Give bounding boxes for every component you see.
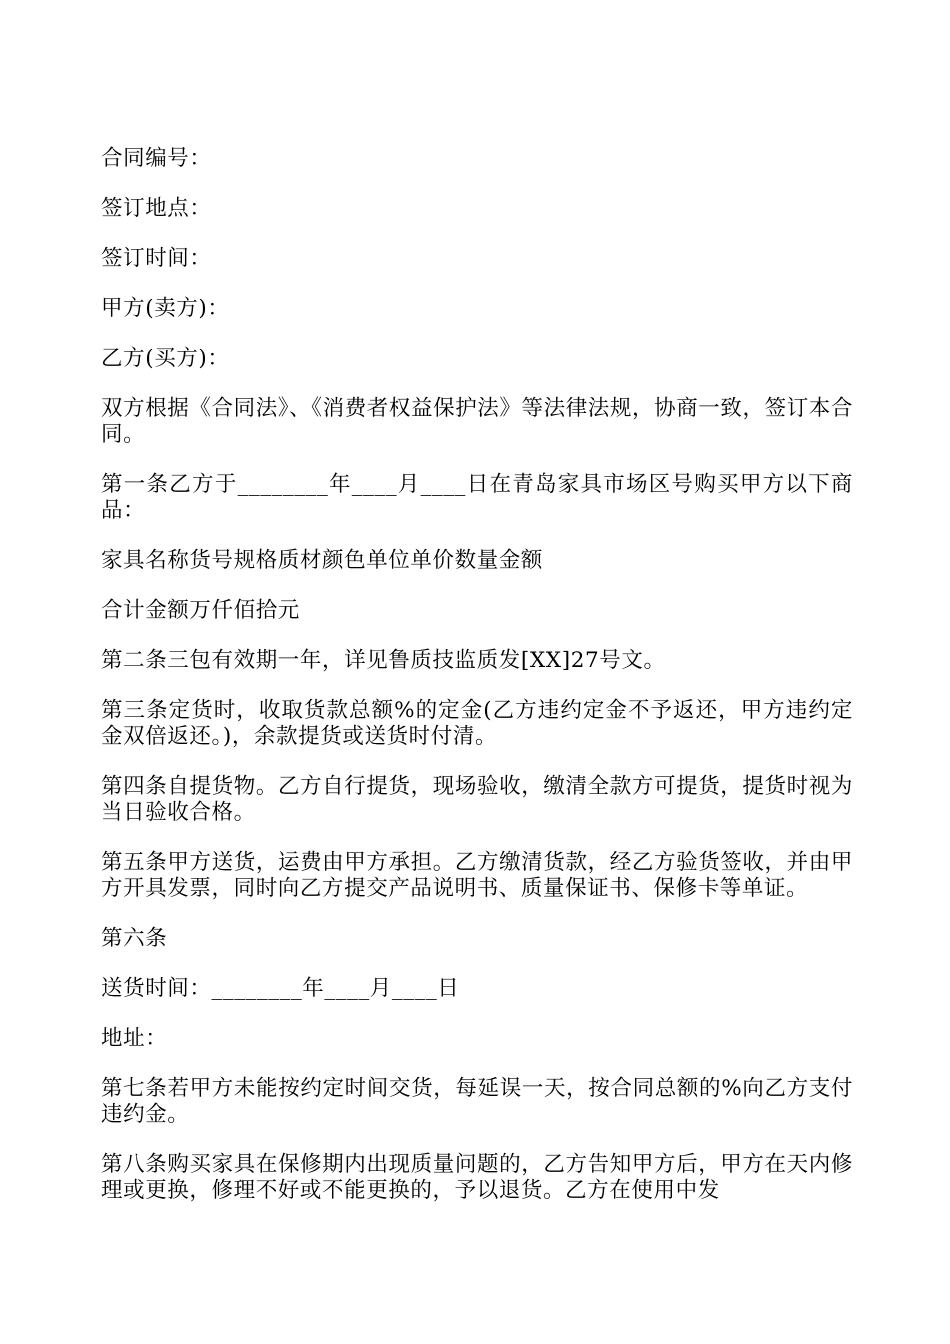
- article-8-paragraph: 第八条购买家具在保修期内出现质量问题的，乙方告知甲方后，甲方在天内修理或更换，修理不好或不能更换的，予以退货。乙方在使用中发: [101, 1152, 853, 1203]
- goods-header-line: 家具名称货号规格质材颜色单位单价数量金额: [101, 548, 544, 573]
- delivery-time-line: 送货时间：________年____月____日: [101, 976, 460, 1001]
- article-5-paragraph: 第五条甲方送货，运费由甲方承担。乙方缴清货款，经乙方验货签收，并由甲方开具发票，同时向乙方提交产品说明书、质量保证书、保修卡等单证。: [101, 850, 853, 901]
- contract-number-line: 合同编号：: [101, 146, 212, 171]
- article-7-paragraph: 第七条若甲方未能按约定时间交货，每延误一天，按合同总额的%向乙方支付违约金。: [101, 1076, 853, 1127]
- article-1-paragraph: 第一条乙方于________年____月____日在青岛家具市场区号购买甲方以下商品：: [101, 472, 853, 523]
- party-a-line: 甲方(卖方)：: [101, 296, 230, 321]
- preamble-paragraph: 双方根据《合同法》、《消费者权益保护法》等法律法规，协商一致，签订本合同。: [101, 396, 854, 447]
- article-4-paragraph: 第四条自提货物。乙方自行提货，现场验收，缴清全款方可提货，提货时视为当日验收合格。: [101, 774, 853, 825]
- signing-time-line: 签订时间：: [101, 246, 212, 271]
- party-b-line: 乙方(买方)：: [101, 346, 230, 371]
- article-6-heading: 第六条: [101, 926, 168, 951]
- total-amount-line: 合计金额万仟佰拾元: [101, 598, 300, 623]
- article-2-paragraph: 第二条三包有效期一年，详见鲁质技监质发[XX]27号文。: [101, 648, 666, 673]
- article-3-paragraph: 第三条定货时，收取货款总额%的定金(乙方违约定金不予返还，甲方违约定金双倍返还。)，余款提货或送货时付清。: [101, 698, 853, 749]
- signing-place-line: 签订地点：: [101, 196, 212, 221]
- document-body: [101, 146, 853, 1228]
- address-line: 地址：: [101, 1026, 168, 1051]
